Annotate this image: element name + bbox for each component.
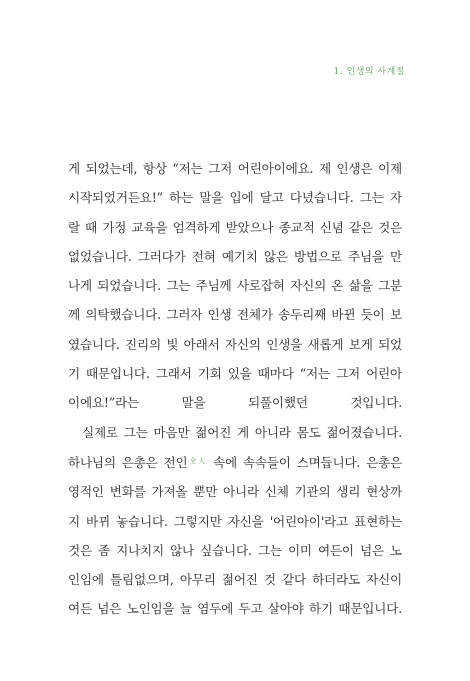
text-line: 영적인 변화를 가져올 뿐만 아니라 신체 기관의 생리 현상까 [68,484,402,500]
text-line [68,447,402,477]
paragraph-1 [68,154,402,418]
text-segment: 속에 속속들이 스며듭니다. 은총은 [207,454,402,470]
text-line: 이에요!”라는 말을 되풀이했던 것입니다. [68,395,402,411]
text-line: 게 되었는데, 항상 “저는 그저 어린아이에요. 제 인생은 이제 [68,161,402,176]
text-line: 것은 좀 지나치지 않나 싶습니다. 그는 이미 여든이 넘은 노 [68,542,402,558]
body-text [68,154,402,624]
text-line: 나게 되었습니다. 그는 주님께 사로잡혀 자신의 온 삶을 그분 [68,278,402,294]
hanja-annotation: 全人 [187,456,208,465]
paragraph-2 [68,418,402,624]
text-line: 기 때문입니다. 그래서 기회 있을 때마다 “저는 그저 어린아 [68,366,402,382]
text-line: 께 의탁했습니다. 그러자 인생 전체가 송두리째 바뀐 듯이 보 [68,307,402,323]
text-line: 랄 때 가정 교육을 엄격하게 받았으나 종교적 신념 같은 것은 [68,219,402,235]
text-line: 인임에 틀림없으며, 아무리 젊어진 것 같다 하더라도 자신이 [68,572,402,588]
running-header: 1. 인생의 사계절 [333,67,405,77]
text-line: 시작되었거든요!” 하는 말을 입에 달고 다녔습니다. 그는 자 [68,190,402,206]
text-segment: 하나님의 은총은 전인 [68,454,188,470]
text-line: 지 바뀌 놓습니다. 그렇지만 자신을 '어린아이'라고 표현하는 [68,513,402,529]
text-line: 없었습니다. 그러다가 전혀 예기치 않은 방법으로 주님을 만 [68,248,402,264]
text-line: 여든 넘은 노인임을 늘 염두에 두고 살아야 하기 때문입니다. [68,601,402,617]
text-line: 실제로 그는 마음만 젊어진 게 아니라 몸도 젊어졌습니다. [82,424,402,440]
text-line: 였습니다. 진리의 빛 아래서 자신의 인생을 새롭게 보게 되었 [68,336,402,352]
